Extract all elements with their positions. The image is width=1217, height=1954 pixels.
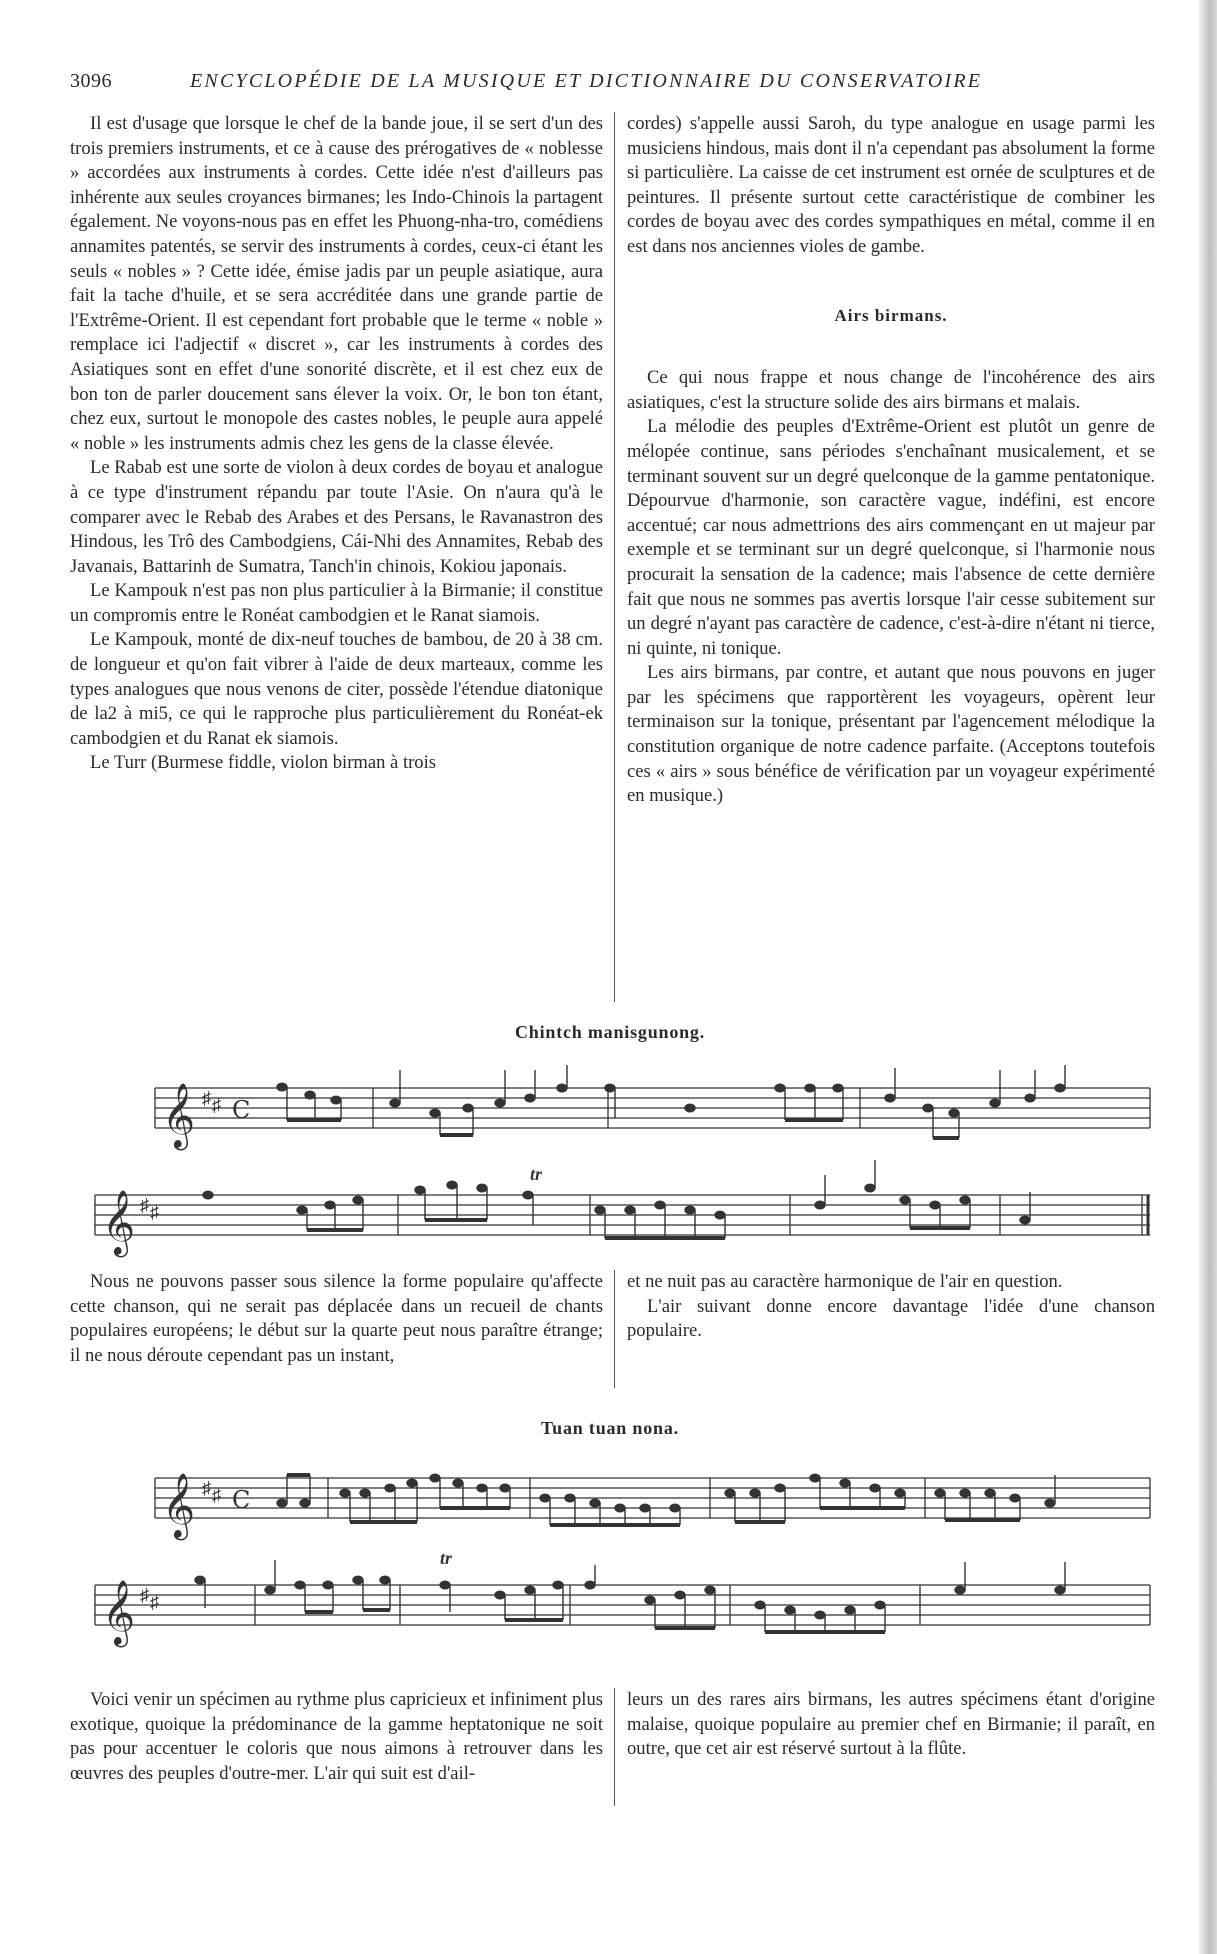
paragraph: Le Kampouk n'est pas non plus particulier à la Birmanie; il constitue un compromis entre le Ronéat cambodgien et le Ranat siamois. [70,580,603,626]
score-title: Tuan tuan nona. [541,1418,679,1438]
bottom-left-column [70,1688,603,1786]
score-title: Chintch manisgunong. [514,1022,706,1042]
section-title: Airs birmans. [834,305,948,325]
svg-text:C: C [232,1096,251,1124]
svg-text:♯: ♯ [202,1478,211,1498]
left-column [70,112,603,776]
svg-text:C: C [232,1486,251,1514]
paragraph: et ne nuit pas au caractère harmonique de l'air en question. [627,1271,1063,1292]
music-staff-1 [90,1060,1160,1160]
mid-right-column [627,1270,1155,1344]
paragraph: Le Turr (Burmese fiddle, violon birman à trois [90,752,436,774]
paragraph: Voici venir un spécimen au rythme plus capricieux et infiniment plus exotique, quoique la prédominance de la gamme heptatonique ne soit pas pour accentuer le coloris que nous aimons à retrouver dans les œuvres des peuples d'outre-mer. L'air qui suit est d'ail- [70,1689,603,1784]
svg-text:♯: ♯ [212,1485,221,1505]
svg-text:♯: ♯ [140,1585,149,1605]
svg-text:♯: ♯ [150,1592,159,1612]
svg-text:𝄞: 𝄞 [102,1190,136,1255]
column-rule [614,1270,615,1388]
svg-text:𝄞: 𝄞 [162,1473,196,1538]
svg-text:𝄞: 𝄞 [102,1580,136,1645]
svg-text:♯: ♯ [140,1195,149,1215]
paragraph: La mélodie des peuples d'Extrême-Orient est plutôt un genre de mélopée continue, sans périodes s'enchaînant musicalement, et se terminant souvent sur un degré quelconque de la gamme pentatonique. Dépourvue d'harmonie, son caractère vague, indéfini, est encore accentué; car nous admettrions des airs commençant en ut majeur par exemple et se terminant sur un degré quelconque, si l'harmonie nous procurait la sensation de la cadence; mais l'absence de cette dernière fait que nous ne sommes pas avertis lorsque l'air cesse subitement sur un degré n'ayant pas caractère de cadence, c'est-à-dire n'étant ni tierce, ni quinte, ni tonique. [627,416,1155,659]
right-column [627,112,1155,809]
column-rule [614,112,615,1002]
music-staff-3 [90,1450,1160,1550]
paragraph: Les airs birmans, par contre, et autant que nous pouvons en juger par les spécimens que rapportèrent les voyageurs, opèrent leur terminaison sur la tonique, présentant par l'agencement mélodique la constitution organique de notre cadence parfaite. (Acceptons toutefois ces « airs » sous bénéfice de vérification par un voyageur expérimenté en musique.) [627,662,1155,807]
svg-text:𝄞: 𝄞 [162,1083,196,1148]
page-number: 3096 [70,70,112,92]
paragraph: Le Rabab est une sorte de violon à deux cordes de boyau et analogue à ce type d'instrument répandu par toute l'Asie. On n'aura qu'à le comparer avec le Rebab des Arabes et des Persans, le Ravanastron des Hindous, les Trô des Cambodgiens, Cái-Nhi des Annamites, Rebab des Javanais, Battarinh de Sumatra, Tanch'in chinois, Kokiou japonais. [70,457,603,577]
svg-text:♯: ♯ [150,1202,159,1222]
page-header [70,70,1160,98]
paragraph: Le Kampouk, monté de dix-neuf touches de bambou, de 20 à 38 cm. de longueur et qu'on fait vibrer à l'aide de deux marteaux, comme les types analogues que nous venons de citer, possède l'étendue diatonique de la2 à mi5, ce qui le rapproche plus particulièrement du Ronéat-ek cambodgien et du Ranat ek siamois. [70,629,603,749]
paragraph: cordes) s'appelle aussi Saroh, du type analogue en usage parmi les musiciens hindous, mais dont il n'a cependant pas absolument la forme si particulière. La caisse de cet instrument est ornée de sculptures et de peintures. Il présente surtout cette caractéristique de combiner les cordes de boyau avec des cordes sympathiques en métal, comme il en est dans nos anciennes violes de gambe. [627,113,1155,257]
paragraph: L'air suivant donne encore davantage l'idée d'une chanson populaire. [627,1295,1155,1342]
paragraph: Ce qui nous frappe et nous change de l'incohérence des airs asiatiques, c'est la structure solide des airs birmans et malais. [627,367,1155,413]
page-edge-shadow [1199,0,1217,1954]
trill-mark: tr [440,1548,453,1568]
bottom-right-column [627,1688,1155,1762]
running-title: ENCYCLOPÉDIE DE LA MUSIQUE ET DICTIONNAIRE DU CONSERVATOIRE [190,70,983,92]
svg-text:♯: ♯ [212,1095,221,1115]
paragraph: Il est d'usage que lorsque le chef de la bande joue, il se sert d'un des trois premiers instruments, et ce à cause des prérogatives de « noblesse » accordées aux instruments à cordes. Cette idée n'est d'ailleurs pas inhérente aux seules croyances birmanes; les Indo-Chinois la partagent également. Ne voyons-nous pas en effet les Phuong-nha-tro, comédiens annamites patentés, se servir des instruments à cordes, ceux-ci étant les seuls « nobles » ? Cette idée, émise jadis par un peuple asiatique, aura fait la tache d'huile, et se sera accréditée dans une grande partie de l'Extrême-Orient. Il est cependant fort probable que le terme « noble » remplace ici l'adjectif « discret », car les instruments à cordes des Asiatiques sont en effet d'une sonorité discrète, et il est chez eux de bon ton de parler doucement sans élever la voix. Or, le bon ton étant, chez eux, surtout le monopole des castes nobles, le peuple aura appelé « noble » les instruments admis chez les gens de la classe élevée. [70,113,603,454]
music-staff-4 [90,1540,1160,1650]
music-staff-2 [90,1150,1160,1260]
paragraph: Nous ne pouvons passer sous silence la forme populaire qu'affecte cette chanson, qui ne serait pas déplacée dans un recueil de chants populaires européens; le début sur la quarte peut nous paraître étrange; il ne nous déroute cependant pas un instant, [70,1271,603,1366]
trill-mark: tr [530,1164,543,1184]
paragraph: leurs un des rares airs birmans, les autres spécimens étant d'origine malaise, quoique populaire au premier chef en Birmanie; il paraît, en outre, que cet air est réservé surtout à la flûte. [627,1689,1155,1760]
column-rule [614,1688,615,1806]
mid-left-column [70,1270,603,1368]
svg-text:♯: ♯ [202,1088,211,1108]
